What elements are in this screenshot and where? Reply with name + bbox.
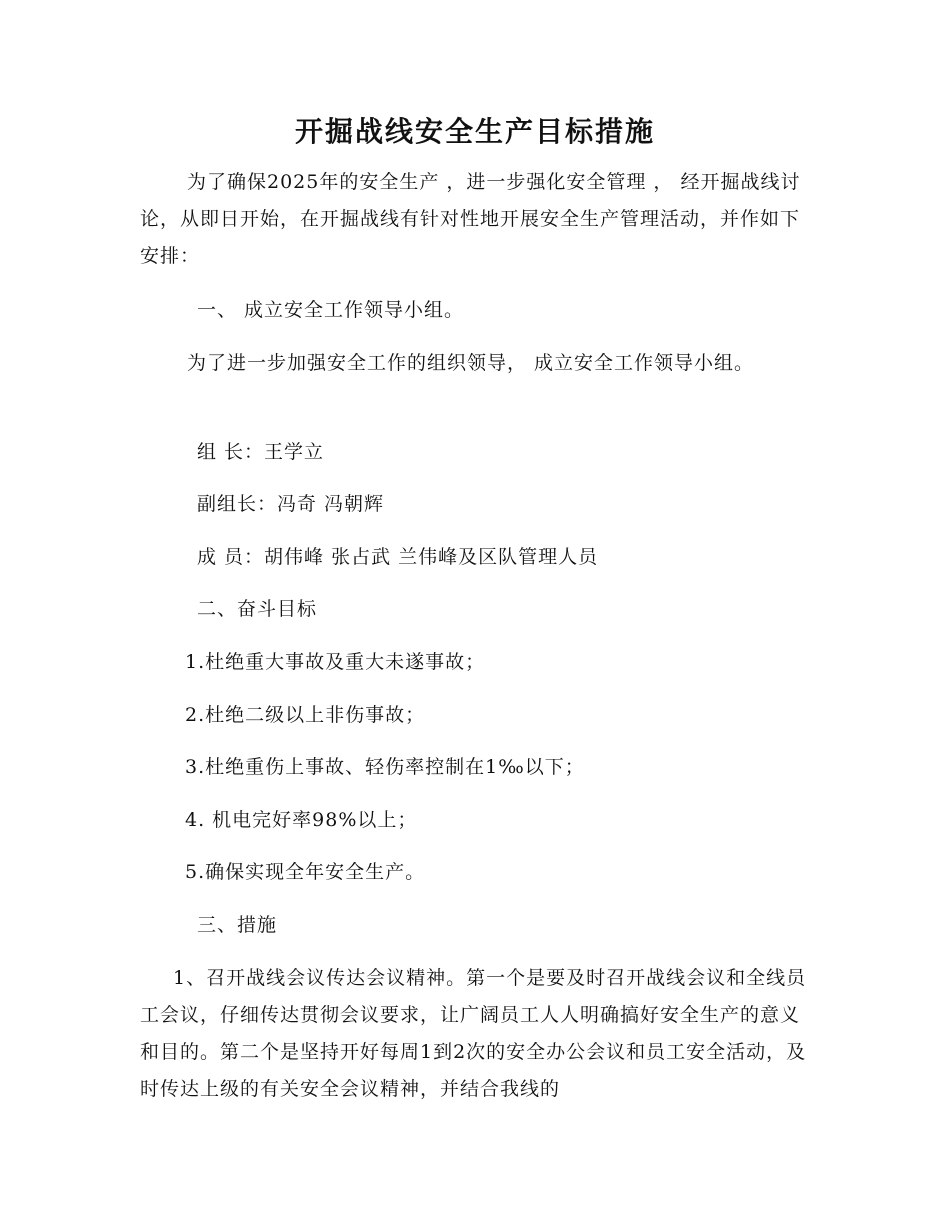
intro-paragraph: 为了确保2025年的安全生产 ，进一步强化安全管理 ， 经开掘战线讨论，从即日开始，在开掘战线有针对性地开展安全生产管理活动，并作如下安排： [140, 171, 801, 267]
document-title: 开掘战线安全生产目标措施 [294, 115, 655, 148]
section2-heading: 二、奋斗目标 [197, 598, 318, 620]
deputy-line: 副组长：冯奇 冯朝辉 [197, 493, 385, 515]
measure1-paragraph: 1、召开战线会议传达会议精神。第一个是要及时召开战线会议和全线员工会议，仔细传达贯彻会议要求，让广阔员工人人明确搞好安全生产的意义和目的。第二个是坚持开好每周1到2次的安全办公会议和员工安全活动，及时传达上级的有关安全会议精神，并结合我线的 [140, 967, 807, 1100]
goal-item: 2.杜绝二级以上非伤事故； [185, 704, 426, 726]
section1-heading: 一、 成立安全工作领导小组。 [197, 299, 465, 321]
goal-item: 3.杜绝重伤上事故、轻伤率控制在1‰以下； [185, 756, 585, 778]
leader-line: 组 长：王学立 [197, 441, 325, 463]
goal-item: 4. 机电完好率98%以上； [185, 809, 418, 831]
goal-item: 5.确保实现全年安全生产。 [185, 861, 426, 883]
members-line: 成 员：胡伟峰 张占武 兰伟峰及区队管理人员 [197, 546, 599, 568]
section3-heading: 三、措施 [197, 914, 278, 936]
section1-paragraph: 为了进一步加强安全工作的组织领导， 成立安全工作领导小组。 [187, 352, 755, 374]
goal-item: 1.杜绝重大事故及重大未遂事故； [185, 651, 486, 673]
